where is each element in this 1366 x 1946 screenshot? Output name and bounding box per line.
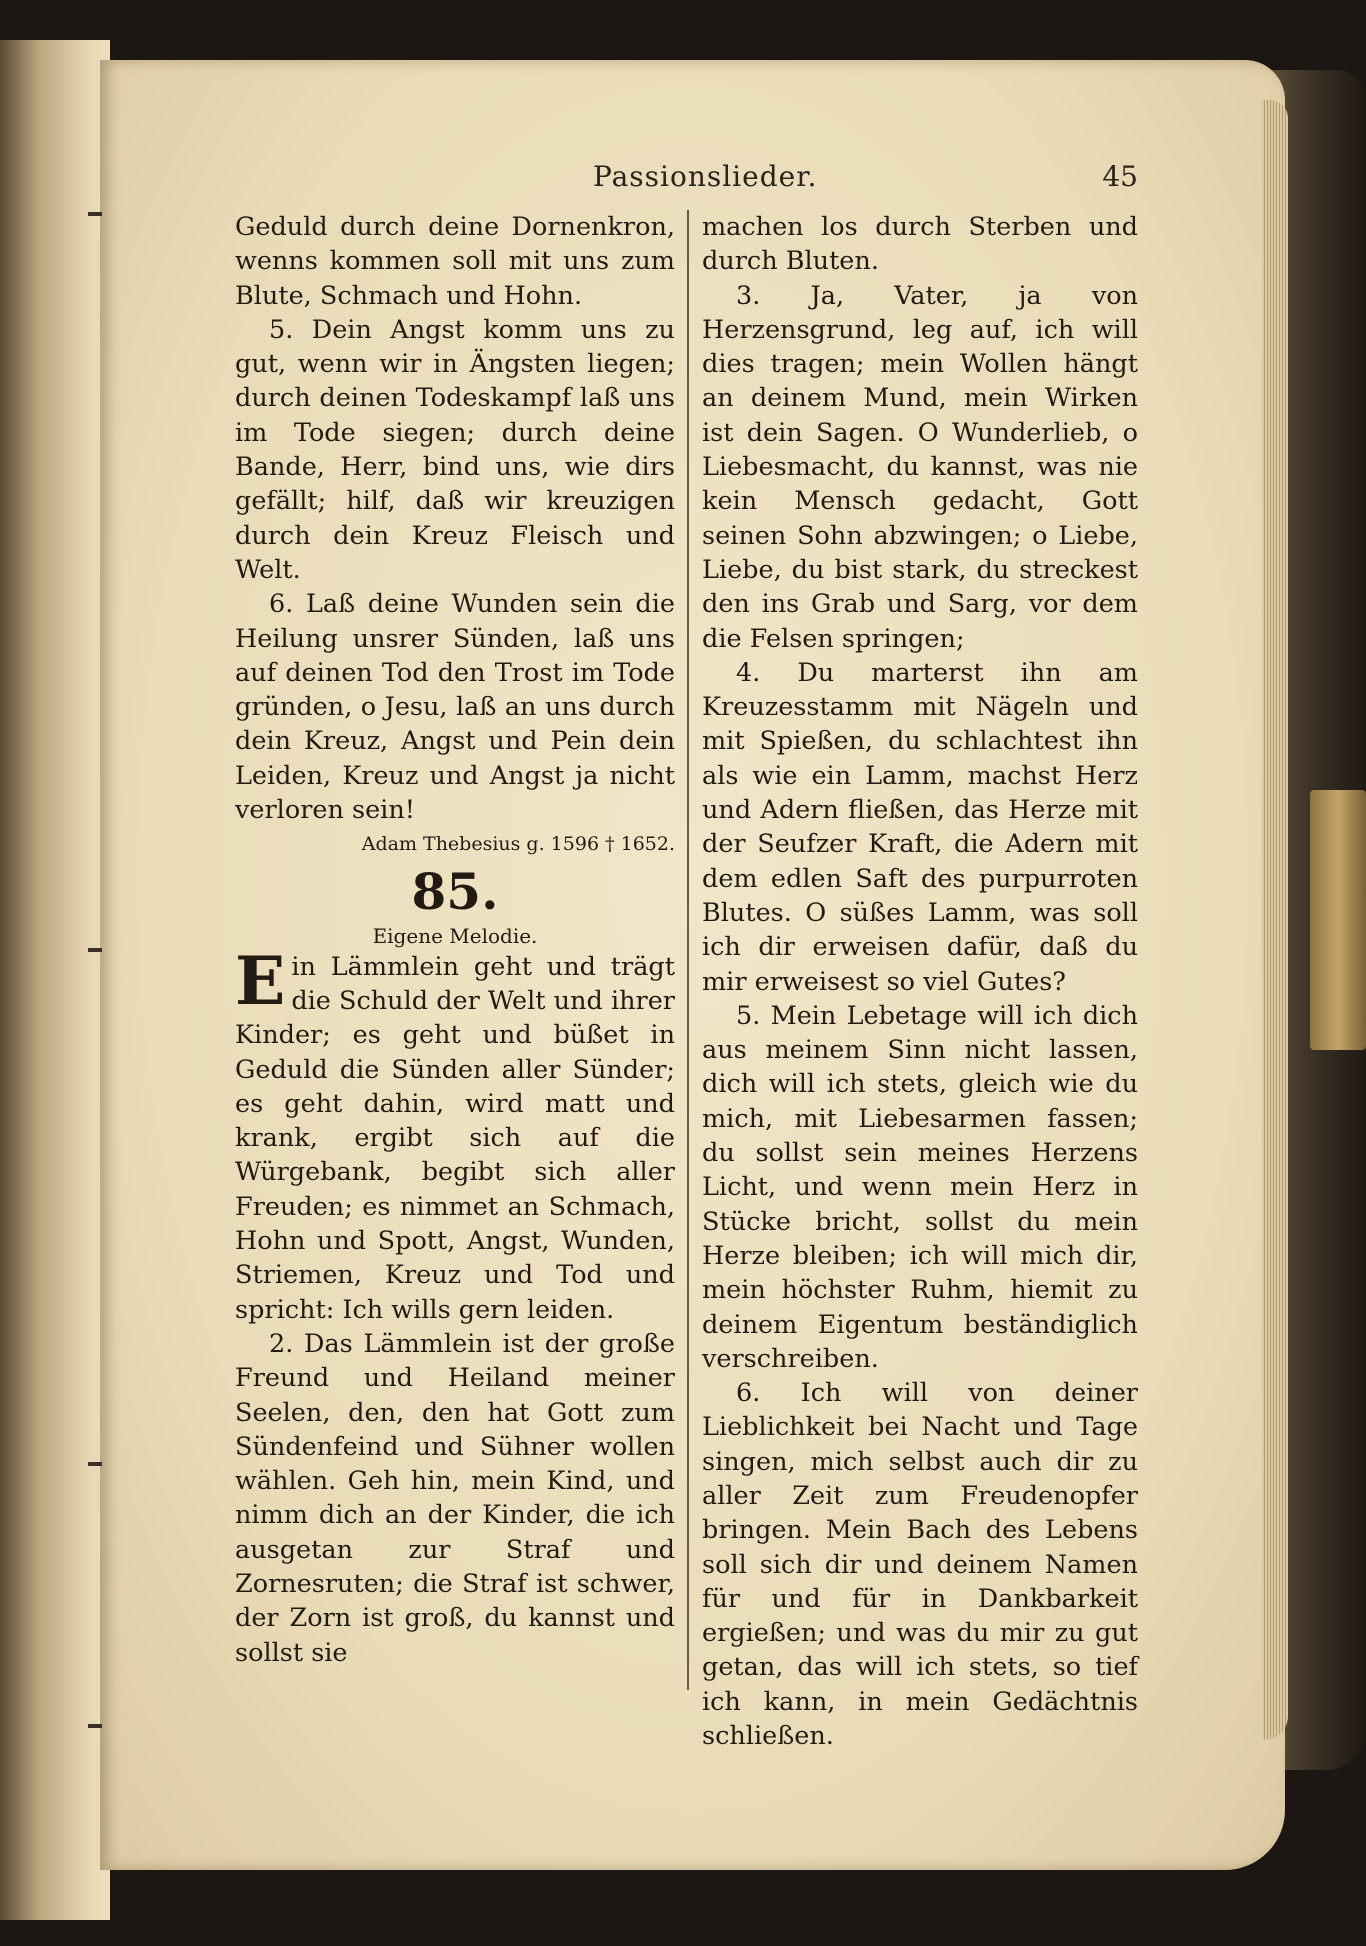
margin-mark <box>88 212 102 216</box>
hymn-number: 85. <box>411 861 499 921</box>
hymn-author: Adam Thebesius g. 1596 † 1652. <box>361 833 675 856</box>
stanza-text: in Lämmlein geht und trägt die Schuld der Welt und ihrer Kinder; es geht und büßet in Geduld die Sünden aller Sünder; es geht dahin, wird matt und krank, ergibt sich auf die Würgebank, begibt sich aller Freuden; es nimmet an Schmach, Hohn und Spott, Angst, Wunden, Striemen, Kreuz und Tod und spricht: Ich wills gern leiden. <box>235 951 675 1325</box>
page-header <box>233 160 1138 200</box>
stanza: 6. Laß deine Wunden sein die Heilung unsrer Sünden, laß uns auf deinen Tod den Trost im Tode gründen, o Jesu, laß an uns durch dein Kreuz, Angst und Pein dein Leiden, Kreuz und Angst ja nicht verloren sein! <box>235 589 675 826</box>
right-column <box>702 210 1138 1753</box>
stanza: 4. Du marterst ihn am Kreuzesstamm mit Nägeln und mit Spießen, du schlachtest ihn als wie ein Lamm, machst Herz und Adern fließen, das Herze mit der Seufzer Kraft, die Adern mit dem edlen Saft des purpurroten Blutes. O süßes Lamm, was soll ich dir erweisen dafür, daß du mir erweisest so viel Gutes? <box>702 657 1138 997</box>
stanza: 5. Dein Angst komm uns zu gut, wenn wir in Ängsten liegen; durch deinen Todeskampf laß uns im Tode siegen; durch deine Bande, Herr, bind uns, wie dirs gefällt; hilf, daß wir kreuzigen durch dein Kreuz Fleisch und Welt. <box>235 314 675 585</box>
drop-cap: E <box>235 941 286 1020</box>
page-edges <box>1262 100 1288 1740</box>
book-spine <box>0 40 110 1920</box>
stanza: 3. Ja, Vater, ja von Herzensgrund, leg auf, ich will dies tragen; mein Wollen hängt an deinem Mund, mein Wirken ist dein Sagen. O Wunderlieb, o Liebesmacht, du kannst, was nie kein Mensch gedacht, Gott seinen Sohn abzwingen; o Liebe, Liebe, du bist stark, du streckest den ins Grab und Sarg, vor dem die Felsen springen; <box>702 280 1138 654</box>
running-title: Passionslieder. <box>593 160 818 193</box>
margin-mark <box>88 1462 102 1466</box>
stanza: 6. Ich will von deiner Lieblichkeit bei Nacht und Tage singen, mich selbst auch dir zu aller Zeit zum Freudenopfer bringen. Mein Bach des Lebens soll sich dir und deinem Namen für und für in Dankbarkeit ergießen; und was du mir zu gut getan, das will ich stets, so tief ich kann, in mein Gedächtnis schließen. <box>702 1378 1138 1752</box>
margin-mark <box>88 948 102 952</box>
continuation-text: machen los durch Sterben und durch Bluten. <box>702 212 1138 277</box>
margin-mark <box>88 1724 102 1728</box>
first-stanza <box>235 941 675 1327</box>
stanza: 5. Mein Lebetage will ich dich aus meinem Sinn nicht lassen, dich will ich stets, gleich wie du mich, mit Liebesarmen fassen; du sollst sein meines Herzens Licht, und wenn mein Herz in Stücke bricht, sollst du mein Herze bleiben; ich will mich dir, mein höchster Ruhm, hiemit zu deinem Eigentum beständiglich verschreiben. <box>702 1000 1138 1374</box>
page-number: 45 <box>1102 160 1138 193</box>
stanza: 2. Das Lämmlein ist der große Freund und Heiland meiner Seelen, den, den hat Gott zum Sündenfeind und Sühner wollen wählen. Geh hin, mein Kind, und nimm dich an der Kinder, die ich ausgetan zur Straf und Zornesruten; die Straf ist schwer, der Zorn ist groß, du kannst und sollst sie <box>235 1328 675 1668</box>
continuation-text: Geduld durch deine Dornenkron, wenns kommen soll mit uns zum Blute, Schmach und Hohn. <box>235 212 675 311</box>
melody-note: Eigene Melodie. <box>372 923 538 948</box>
book-clasp <box>1310 790 1366 1050</box>
left-column <box>235 210 675 1670</box>
column-divider <box>687 210 689 1690</box>
